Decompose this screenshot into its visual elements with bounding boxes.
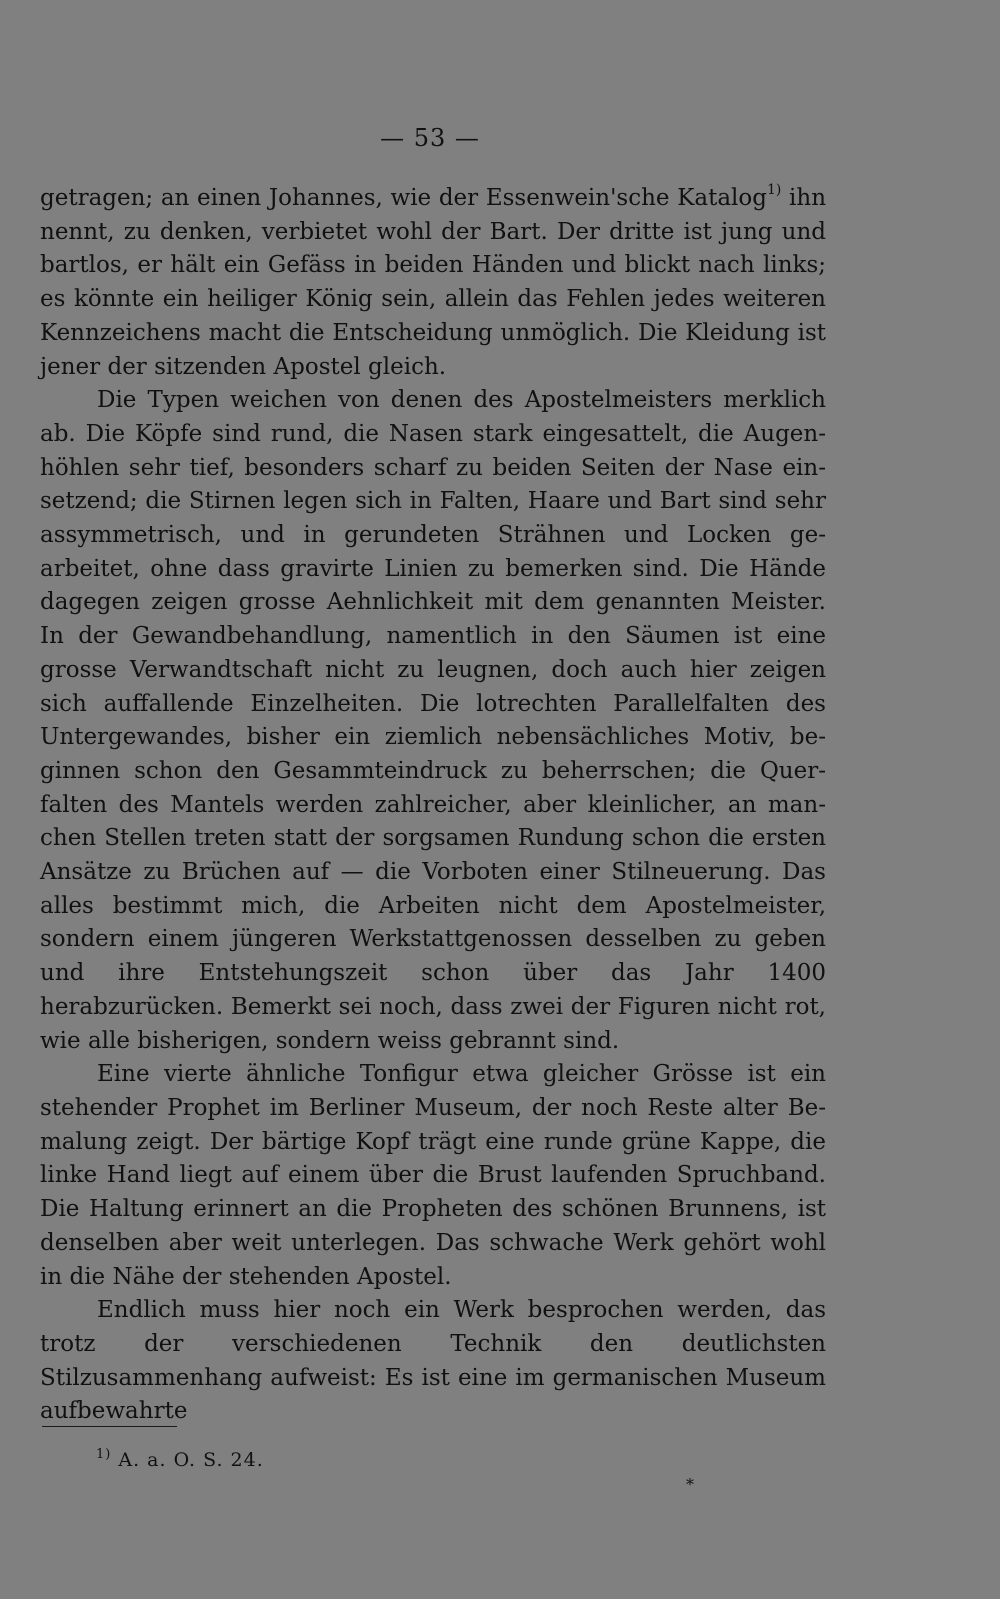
page-number: — 53 — [380,124,480,152]
footnote-divider [42,1426,177,1427]
ink-speck: * [686,1475,694,1494]
paragraph-3: Eine vierte ähnliche Tonfigur etwa gleicher Grösse ist ein stehender Prophet im Berliner Museum, der noch Reste alter Bemalung zeigt. Der bärtige Kopf trägt eine runde grüne Kappe, die linke Hand liegt auf einem über die Brust laufenden Spruchband. Die Haltung erinnert an die Propheten des schönen Brunnens, ist denselben aber weit unterlegen. Das schwache Werk gehört wohl in die Nähe der stehenden Apostel. [40,1061,826,1290]
paragraph-1 [40,182,826,384]
footnote [96,1448,264,1472]
footnote-reference: 1) [766,182,782,199]
paragraph-2: Die Typen weichen von denen des Apostelmeisters merklich ab. Die Köpfe sind rund, die Nasen stark eingesattelt, die Augenhöhlen sehr tief, besonders scharf zu beiden Seiten der Nase einsetzend; die Stirnen legen sich in Falten, Haare und Bart sind sehr assymmetrisch, und in gerundeten Strähnen und Locken gearbeitet, ohne dass gravirte Linien zu bemerken sind. Die Hände dagegen zeigen grosse Aehnlichkeit mit dem genannten Meister. In der Gewandbehandlung, namentlich in den Säumen ist eine grosse Verwandtschaft nicht zu leugnen, doch auch hier zeigen sich auffallende Einzelheiten. Die lotrechten Parallelfalten des Untergewandes, bisher ein ziemlich nebensächliches Motiv, beginnen schon den Gesammteindruck zu beherrschen; die Querfalten des Mantels werden zahlreicher, aber kleinlicher, an manchen Stellen treten statt der sorgsamen Rundung schon die ersten Ansätze zu Brüchen auf — die Vorboten einer Stilneuerung. Das alles bestimmt mich, die Arbeiten nicht dem Apostelmeister, sondern einem jüngeren Werkstattgenossen desselben zu geben und ihre Entstehungszeit schon über das Jahr 1400 herabzurücken. Bemerkt sei noch, dass zwei der Figuren nicht rot, wie alle bisherigen, sondern weiss gebrannt sind. [40,387,826,1054]
footnote-text: A. a. O. S. 24. [111,1449,264,1471]
footnote-marker: 1) [96,1446,112,1462]
body-text [40,182,826,1429]
paragraph-4: Endlich muss hier noch ein Werk besprochen werden, das trotz der verschiedenen Technik den deutlichsten Stilzusammenhang aufweist: Es ist eine im germanischen Museum aufbewahrte [40,1297,826,1425]
paragraph-1-text-a: getragen; an einen Johannes, wie der Essenwein'sche Katalog [40,185,767,211]
paragraph-1-text-b: ihn nennt, zu denken, verbietet wohl der Bart. Der dritte ist jung und bartlos, er hält ein Gefäss in beiden Händen und blickt nach links; es könnte ein heiliger König sein, allein das Fehlen jedes weiteren Kennzeichens macht die Entscheidung unmöglich. Die Kleidung ist jener der sitzenden Apostel gleich. [40,185,827,380]
